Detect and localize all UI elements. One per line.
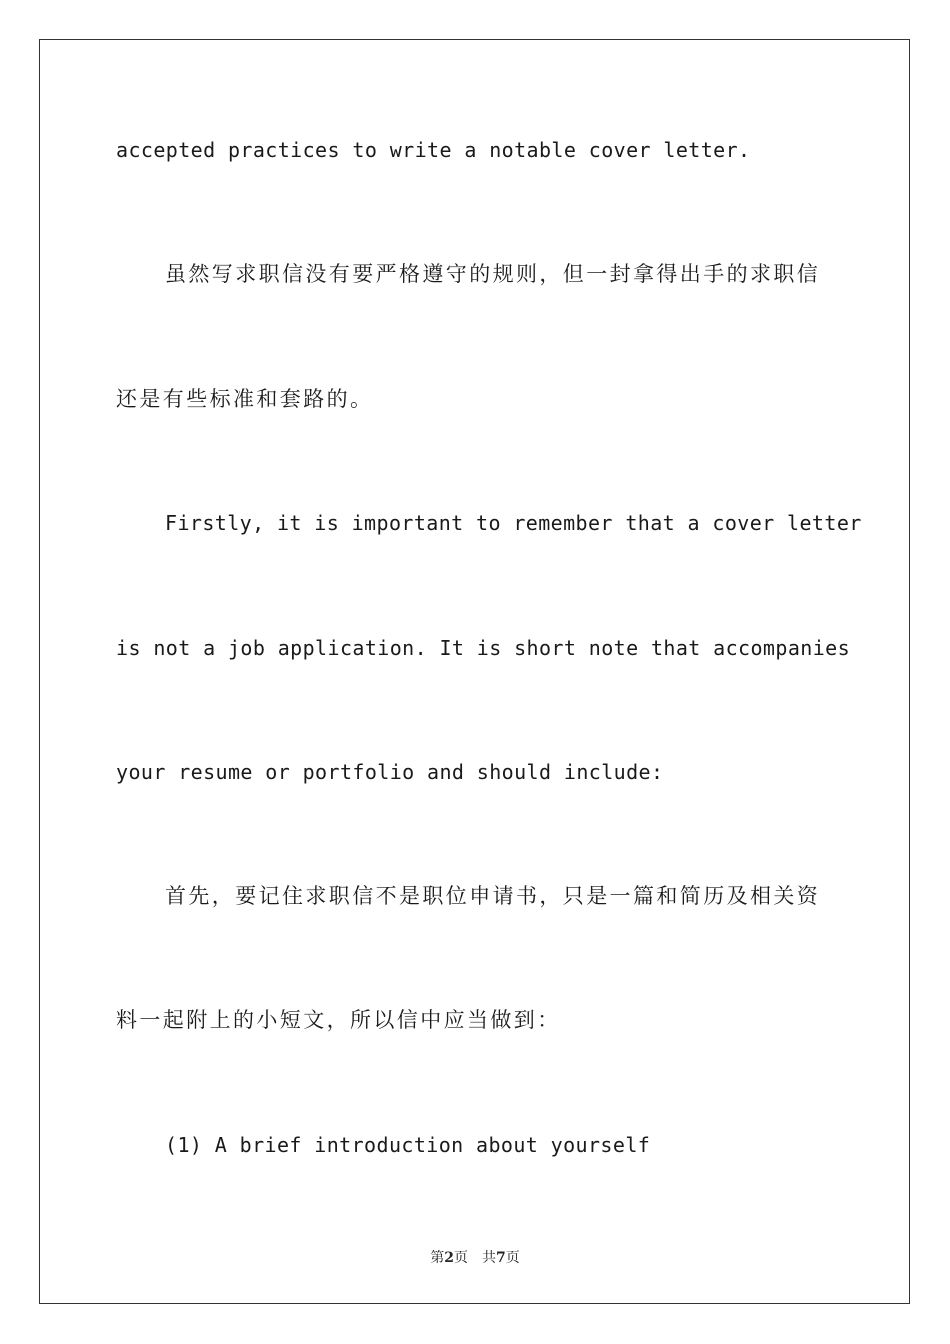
footer-page-current: 2 <box>444 1250 454 1266</box>
footer-page-total: 7 <box>496 1250 506 1266</box>
page-footer <box>0 1247 950 1267</box>
text-line-7: 首先，要记住求职信不是职位申请书，只是一篇和简历及相关资 <box>165 884 821 908</box>
text-line-2: 虽然写求职信没有要严格遵守的规则，但一封拿得出手的求职信 <box>165 262 821 286</box>
footer-total-prefix: 共 <box>482 1250 496 1266</box>
text-line-8: 料一起附上的小短文，所以信中应当做到： <box>116 1008 561 1032</box>
text-line-4: Firstly, it is important to remember that a cover letter <box>165 511 862 535</box>
text-line-5: is not a job application. It is short note that accompanies <box>116 636 851 660</box>
footer-page-suffix: 页 <box>454 1250 468 1266</box>
page-border <box>39 39 910 1304</box>
text-line-9: (1) A brief introduction about yourself <box>165 1133 651 1157</box>
text-line-6: your resume or portfolio and should include: <box>116 760 664 784</box>
footer-page-prefix: 第 <box>430 1250 445 1266</box>
text-line-3: 还是有些标准和套路的。 <box>116 387 374 411</box>
text-line-1: accepted practices to write a notable cover letter. <box>116 138 751 162</box>
footer-total-suffix: 页 <box>505 1250 520 1266</box>
